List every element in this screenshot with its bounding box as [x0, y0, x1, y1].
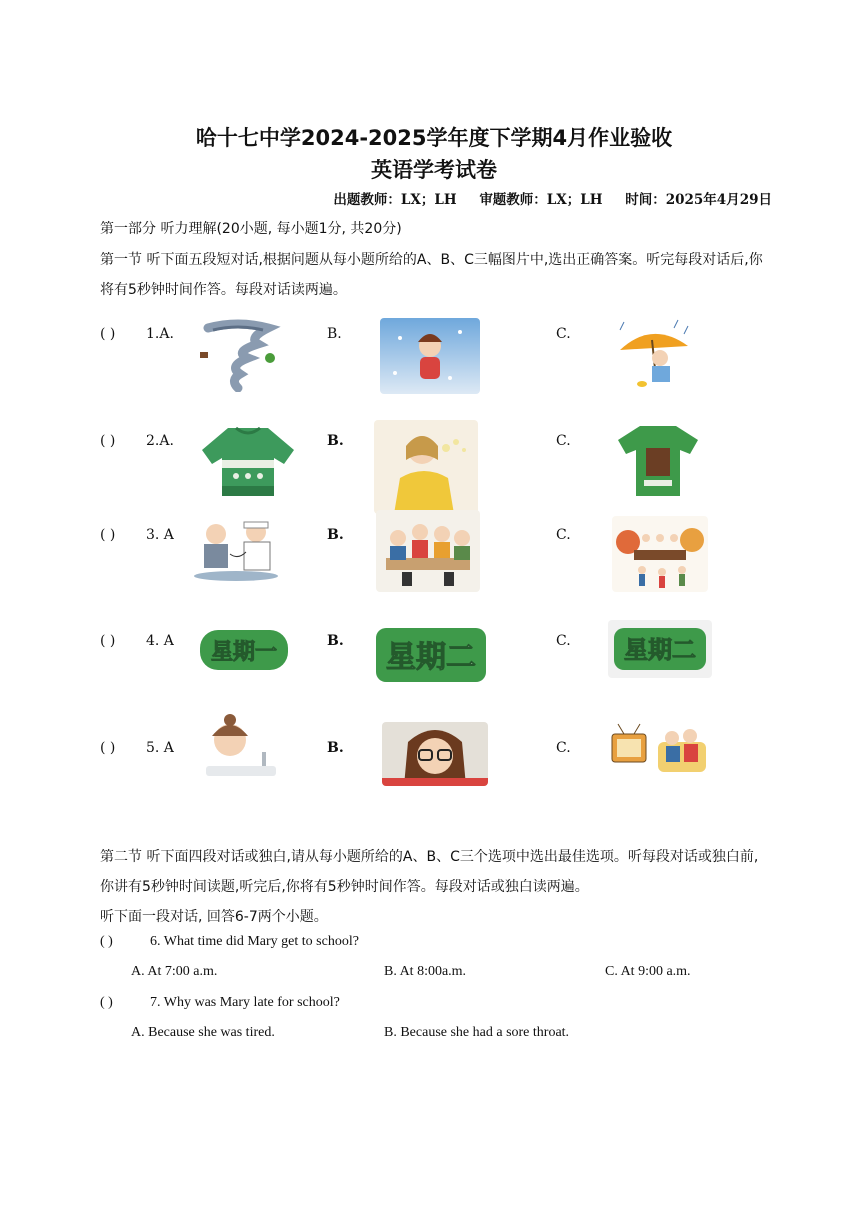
- q1-answer-blank[interactable]: ( ): [100, 326, 116, 342]
- tuesday-sign-small-text: 星期二: [624, 636, 696, 664]
- date-label: 时间：2025年4月29日: [625, 192, 772, 208]
- rain-umbrella-icon[interactable]: [612, 316, 698, 392]
- q7-option-a[interactable]: A. Because she was tired.: [131, 1025, 275, 1040]
- reviewer-label: 审题教师：LX；LH: [479, 192, 603, 208]
- q2-option-a-label: 2.A.: [146, 433, 174, 449]
- q1-option-a-label: 1.A.: [146, 326, 174, 342]
- doctor-patient-icon[interactable]: [190, 516, 282, 582]
- q5-option-c-label: C.: [556, 740, 571, 756]
- q2-option-b-label: B.: [327, 433, 344, 449]
- monday-sign-text: 星期一: [210, 640, 278, 665]
- page-title: 哈十七中学2024-2025学年度下学期4月作业验收: [195, 126, 673, 150]
- monday-sign-icon[interactable]: [194, 622, 294, 678]
- q6-stem: 6. What time did Mary get to school?: [150, 934, 359, 949]
- page-subtitle: 英语学考试卷: [371, 158, 497, 182]
- party-people-icon[interactable]: [376, 510, 480, 592]
- section2-sub-instruction: 听下面一段对话, 回答6-7两个小题。: [100, 909, 328, 925]
- q6-option-b[interactable]: B. At 8:00a.m.: [384, 964, 467, 979]
- q4-answer-blank[interactable]: ( ): [100, 633, 116, 649]
- q7-option-b[interactable]: B. Because she had a sore throat.: [384, 1025, 570, 1040]
- q5-option-a-label: 5. A: [146, 740, 174, 756]
- q1-option-c-label: C.: [556, 326, 571, 342]
- q3-answer-blank[interactable]: ( ): [100, 527, 116, 543]
- section1-instructions: 第一节 听下面五段短对话,根据问题从每小题所给的A、B、C三幅图片中,选出正确答案。听完每段对话后,你将有5秒钟时间作答。每段对话读两遍。: [100, 252, 763, 298]
- glasses-girl-icon[interactable]: [382, 722, 488, 786]
- washing-face-icon[interactable]: [196, 712, 282, 780]
- blowing-girl-icon[interactable]: [374, 420, 478, 514]
- q5-option-b-label: B.: [327, 740, 344, 756]
- q4-option-b-label: B.: [327, 633, 344, 649]
- q4-option-a-label: 4. A: [146, 633, 174, 649]
- sweater-icon[interactable]: [196, 420, 300, 500]
- q2-option-c-label: C.: [556, 433, 571, 449]
- q3-option-c-label: C.: [556, 527, 571, 543]
- q6-option-a[interactable]: A. At 7:00 a.m.: [131, 964, 218, 979]
- section2-instructions: 第二节 听下面四段对话或独白,请从每小题所给的A、B、C三个选项中选出最佳选项。听每段对话或独白前, 你讲有5秒钟时间读题,听完后,你将有5秒钟时间作答。每段对话或独白读两遍。: [100, 849, 759, 895]
- q7-stem: 7. Why was Mary late for school?: [150, 995, 340, 1010]
- tuesday-sign-small-icon[interactable]: [608, 620, 712, 678]
- tuesday-sign-text: 星期二: [386, 640, 476, 675]
- tv-family-icon[interactable]: [606, 716, 710, 780]
- q6-answer-blank[interactable]: ( ): [100, 934, 113, 949]
- q7-answer-blank[interactable]: ( ): [100, 995, 113, 1010]
- setter-label: 出题教师：LX；LH: [333, 192, 457, 208]
- q6-option-c[interactable]: C. At 9:00 a.m.: [605, 964, 691, 979]
- snowy-girl-icon[interactable]: [380, 318, 480, 394]
- q2-answer-blank[interactable]: ( ): [100, 433, 116, 449]
- q1-option-b-label: B.: [327, 326, 342, 342]
- tshirt-icon[interactable]: [612, 420, 704, 500]
- q3-option-b-label: B.: [327, 527, 344, 543]
- stage-dancers-icon[interactable]: [612, 516, 708, 592]
- q3-option-a-label: 3. A: [146, 527, 174, 543]
- part1-heading: 第一部分 听力理解(20小题, 每小题1分, 共20分): [100, 221, 402, 237]
- tornado-icon[interactable]: [188, 318, 288, 392]
- q5-answer-blank[interactable]: ( ): [100, 740, 116, 756]
- q4-option-c-label: C.: [556, 633, 571, 649]
- exam-meta: [315, 188, 772, 208]
- tuesday-sign-icon[interactable]: [372, 622, 490, 688]
